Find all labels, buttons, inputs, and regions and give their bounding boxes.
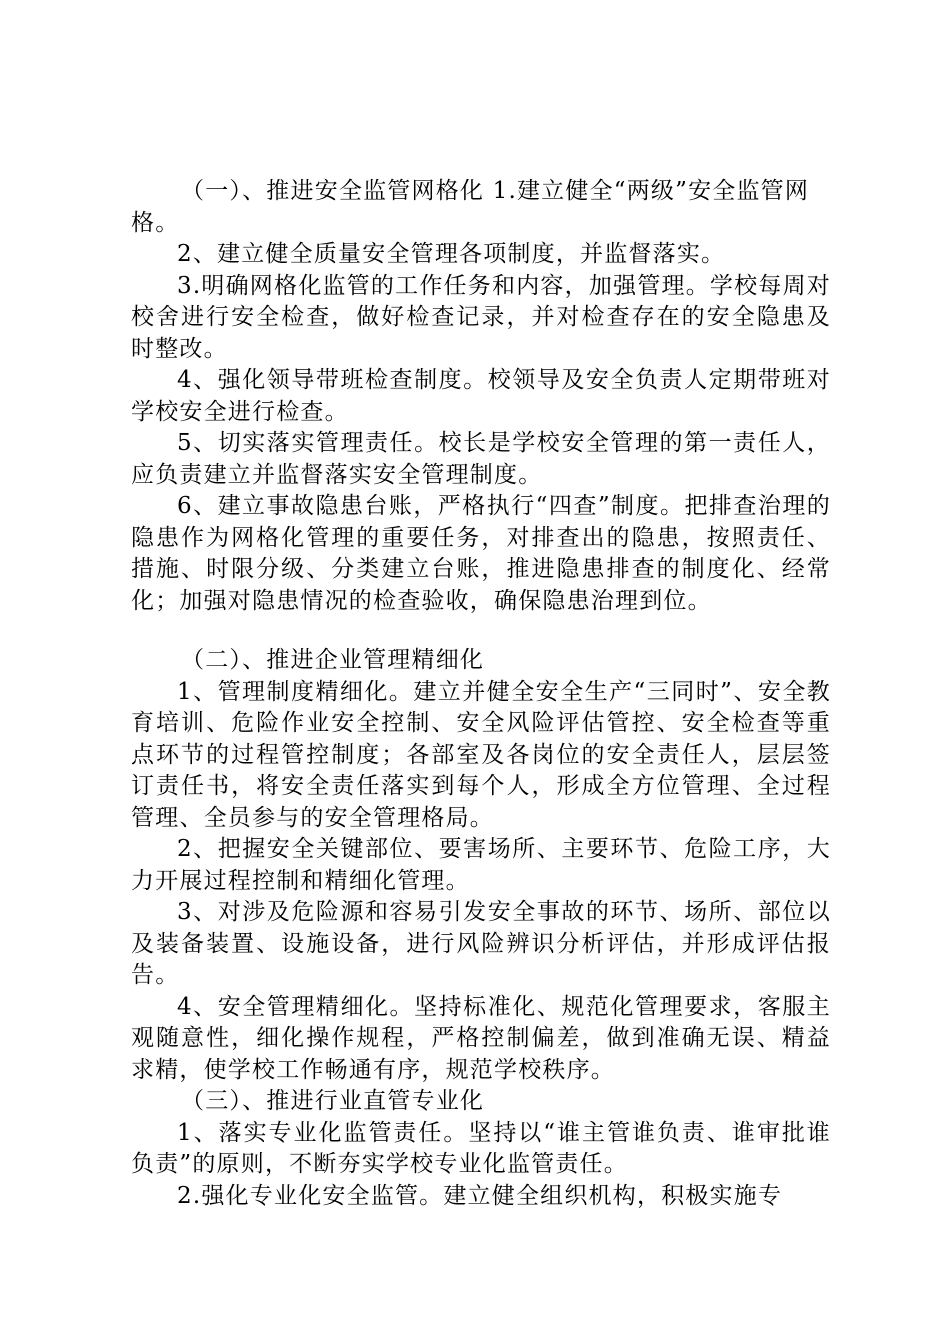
section-2-paragraph-2: 2、把握安全关键部位、要害场所、主要环节、危险工序，大力开展过程控制和精细化管理。 [131, 836, 831, 894]
section-2-paragraph-4: 4、安全管理精细化。坚持标准化、规范化管理要求，客服主观随意性，细化操作规程，严格控制偏差，做到准确无误、精益求精，使学校工作畅通有序，规范学校秩序。 [131, 993, 831, 1083]
section-2-paragraph-3: 3、对涉及危险源和容易引发安全事故的环节、场所、部位以及装备装置、设施设备，进行风险辨识分析评估，并形成评估报告。 [131, 899, 831, 988]
section-spacer [131, 617, 831, 645]
section-3-heading: （三）、推进行业直管专业化 [181, 1088, 485, 1114]
section-2-paragraph-1: 1、管理制度精细化。建立并健全安全生产“三同时”、安全教育培训、危险作业安全控制、安全风险评估管控、安全检查等重点环节的过程管控制度；各部室及各岗位的安全责任人，层层签订责任书，将安全责任落实到每个人，形成全方位管理、全过程管理、全员参与的安全管理格局。 [131, 678, 831, 831]
section-2-heading: （二）、推进企业管理精细化 [181, 647, 485, 673]
section-1-paragraph-2: 2、建立健全质量安全管理各项制度，并监督落实。 [177, 241, 726, 267]
section-1-paragraph-5: 5、切实落实管理责任。校长是学校安全管理的第一责任人，应负责建立并监督落实安全管理制度。 [131, 430, 831, 488]
section-3-paragraph-2: 2.强化专业化安全监管。建立健全组织机构，积极实施专 [177, 1182, 783, 1209]
section-1-paragraph-6: 6、建立事故隐患台账，严格执行“四查”制度。把排查治理的隐患作为网格化管理的重要任务，对排查出的隐患，按照责任、措施、时限分级、分类建立台账，推进隐患排查的制度化、经常化；加强对隐患情况的检查验收，确保隐患治理到位。 [131, 493, 831, 614]
section-1-heading: （一）、推进安全监管网格化 1.建立健全“两级”安全监管网格。 [131, 178, 810, 236]
section-1-paragraph-4: 4、强化领导带班检查制度。校领导及安全负责人定期带班对学校安全进行检查。 [131, 367, 831, 425]
section-1-paragraph-3: 3.明确网格化监管的工作任务和内容，加强管理。学校每周对校舍进行安全检查，做好检查记录，并对检查存在的安全隐患及时整改。 [131, 272, 831, 362]
section-3-paragraph-1: 1、落实专业化监管责任。坚持以“谁主管谁负责、谁审批谁负责”的原则，不断夯实学校专业化监管责任。 [131, 1119, 831, 1177]
document-body [131, 176, 831, 1212]
